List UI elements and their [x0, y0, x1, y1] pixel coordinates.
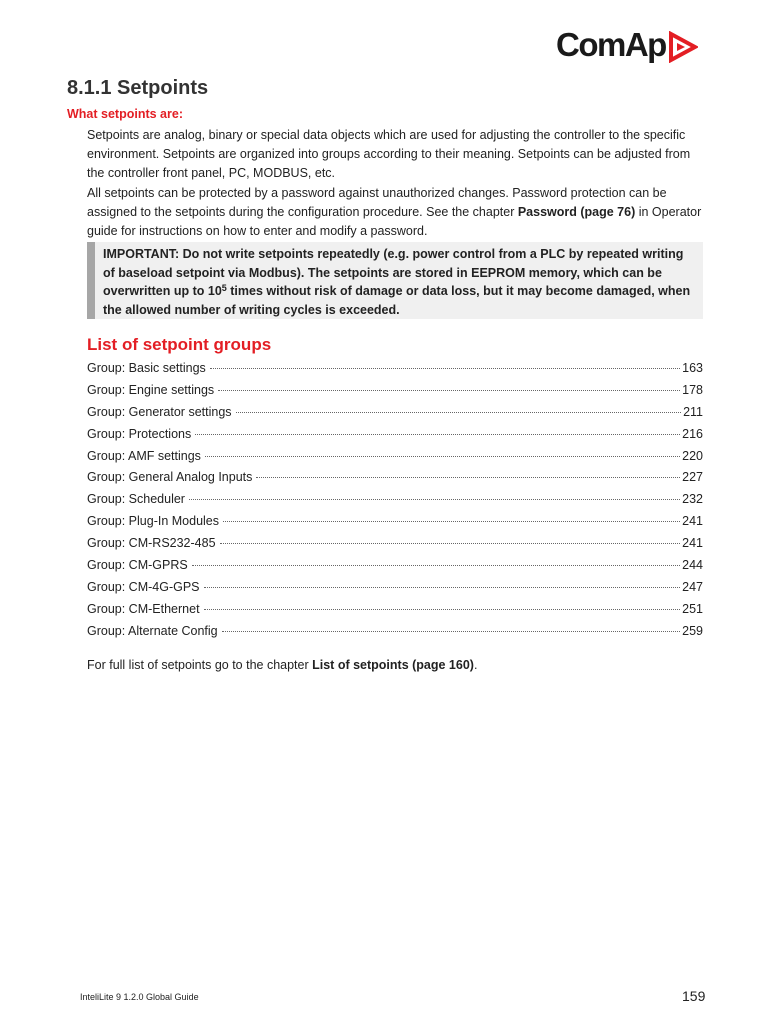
- list-of-setpoints-link[interactable]: List of setpoints (page 160): [312, 658, 474, 672]
- toc-label: Group: Basic settings: [87, 361, 206, 375]
- toc-entry[interactable]: [87, 536, 703, 558]
- toc-entry[interactable]: [87, 558, 703, 580]
- toc-entry[interactable]: [87, 361, 703, 383]
- dot-leader: [204, 609, 681, 610]
- toc-label: Group: General Analog Inputs: [87, 470, 253, 485]
- dot-leader: [218, 390, 680, 391]
- toc-page: 232: [682, 492, 703, 507]
- dot-leader: [189, 499, 680, 500]
- dot-leader: [220, 543, 681, 544]
- note-text: times without risk of damage or data loss, but it may become damaged, when the allowed number of writing cycles is exceeded.: [103, 284, 691, 317]
- toc-label: Group: Generator settings: [87, 404, 232, 419]
- toc-label: Group: CM-RS232-485: [87, 536, 216, 551]
- toc-entry[interactable]: [87, 449, 703, 471]
- toc-page: 211: [683, 404, 703, 419]
- toc-page: 163: [682, 361, 703, 375]
- paragraph-text: All setpoints can be protected by a password against unauthorized changes. Password protection can be assigned to the setpoints during the configuration procedure. See the chapter: [87, 186, 667, 219]
- toc-entry[interactable]: [87, 492, 703, 514]
- toc-entry[interactable]: [87, 624, 703, 646]
- toc-page: 227: [682, 470, 703, 485]
- toc-entry[interactable]: [87, 514, 703, 536]
- toc-label: Group: CM-Ethernet: [87, 601, 200, 616]
- toc-label: Group: CM-4G-GPS: [87, 579, 200, 594]
- section-title: 8.1.1 Setpoints: [67, 77, 209, 99]
- toc-page: 259: [682, 623, 703, 638]
- toc-label: Group: Protections: [87, 426, 192, 441]
- note-exponent: 5: [221, 283, 227, 293]
- note-text: IMPORTANT: Do not write setpoints repeatedly (e.g. power control from a PLC by repeated writing of baseload setpoint via Modbus). The setpoints are stored in EEPROM memory, which can be overwritten up to 10: [103, 247, 684, 298]
- password-link[interactable]: Password (page 76): [517, 205, 636, 219]
- logo-wordmark: ComAp: [556, 26, 666, 63]
- toc-entry[interactable]: [87, 602, 703, 624]
- dot-leader: [195, 434, 680, 435]
- password-paragraph: [87, 184, 703, 241]
- toc-page: 241: [682, 536, 703, 551]
- toc-page: 244: [682, 558, 703, 573]
- toc-label: Group: Scheduler: [87, 492, 185, 507]
- dot-leader: [222, 631, 681, 632]
- dot-leader: [223, 521, 680, 522]
- note-text: .: [473, 658, 478, 672]
- intro-paragraph: Setpoints are analog, binary or special data objects which are used for adjusting the controller to the specific environment. Setpoints are organized into groups according to their meaning. Setpoints can be adjusted from the controller front panel, PC, MODBUS, etc.: [87, 128, 691, 180]
- toc-page: 251: [682, 601, 703, 616]
- toc-label: Group: CM-GPRS: [87, 558, 188, 573]
- section-subheading: What setpoints are:: [67, 107, 183, 121]
- dot-leader: [210, 368, 680, 369]
- toc-page: 247: [682, 579, 703, 594]
- setpoint-groups-list: [87, 361, 703, 646]
- toc-entry[interactable]: [87, 427, 703, 449]
- dot-leader: [256, 477, 680, 478]
- toc-label: Group: AMF settings: [87, 448, 201, 463]
- full-list-note: [87, 656, 477, 675]
- dot-leader: [192, 565, 680, 566]
- toc-page: 220: [682, 448, 703, 463]
- toc-label: Group: Plug-In Modules: [87, 514, 220, 529]
- toc-entry[interactable]: [87, 580, 703, 602]
- groups-heading: List of setpoint groups: [87, 335, 272, 354]
- page-number: 159: [682, 988, 706, 1004]
- paragraph-text: in Operator guide for instructions on how to enter and modify a password.: [87, 205, 702, 238]
- toc-label: Group: Alternate Config: [87, 623, 218, 638]
- comap-logo: [556, 26, 698, 64]
- dot-leader: [205, 456, 680, 457]
- toc-label: Group: Engine settings: [87, 382, 215, 397]
- guide-title: InteliLite 9 1.2.0 Global Guide: [80, 992, 199, 1002]
- toc-page: 241: [682, 514, 703, 529]
- toc-page: 178: [682, 382, 703, 397]
- dot-leader: [204, 587, 681, 588]
- dot-leader: [236, 412, 682, 413]
- note-text: For full list of setpoints go to the chapter: [87, 658, 313, 672]
- toc-entry[interactable]: [87, 470, 703, 492]
- toc-page: 216: [682, 426, 703, 441]
- toc-entry[interactable]: [87, 405, 703, 427]
- toc-entry[interactable]: [87, 383, 703, 405]
- play-arrow-icon: [668, 31, 698, 63]
- important-note: [87, 242, 703, 319]
